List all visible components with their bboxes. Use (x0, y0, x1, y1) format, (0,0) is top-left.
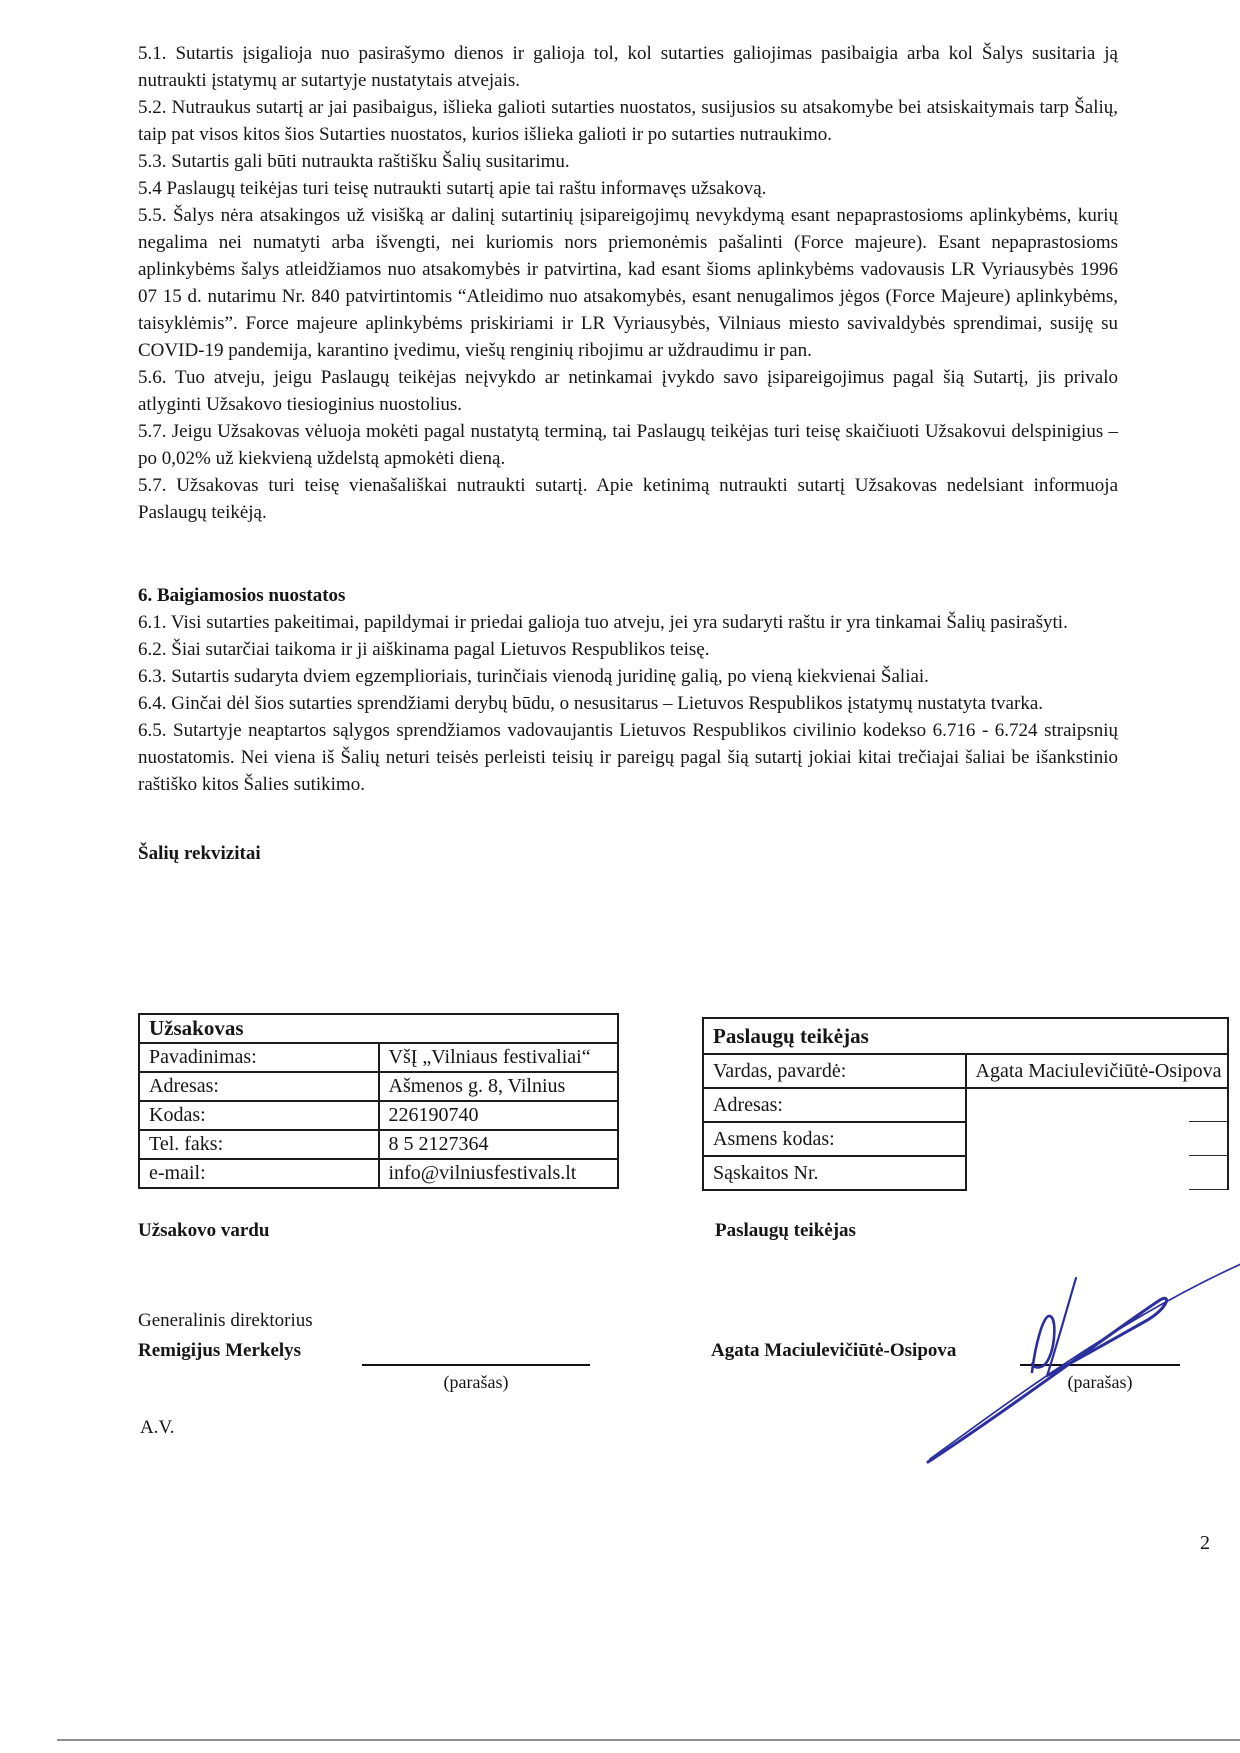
row-label: Adresas: (139, 1072, 379, 1101)
section-6-heading: 6. Baigiamosios nuostatos (138, 585, 346, 606)
row-label: Adresas: (703, 1088, 966, 1122)
table-row (703, 1156, 1228, 1190)
partial-border-tick (1189, 1189, 1228, 1190)
clause-6-5: 6.5. Sutartyje neaptartos sąlygos sprendžiamos vadovaujantis Lietuvos Respublikos civilinio kodekso 6.716 - 6.724 straipsnių nuostatomis. Nei viena iš Šalių neturi teisės perleisti teisių ir pareigų pagal šią sutartį jokiai kitai trečiajai šaliai be išankstinio raštiško kitos Šalies sutikimo. (138, 720, 1118, 795)
left-signatory-title: Užsakovo vardu (138, 1220, 270, 1241)
clause-5-7a: 5.7. Jeigu Užsakovas vėluoja mokėti pagal nustatytą terminą, tai Paslaugų teikėjas turi teisę skaičiuoti Užsakovui delspinigius – po 0,02% už kiekvieną uždelstą apmokėti dieną. (138, 421, 1118, 469)
scanned-page-edge-line (57, 1739, 1240, 1741)
row-value: 8 5 2127364 (379, 1130, 619, 1159)
row-label: Sąskaitos Nr. (703, 1156, 966, 1190)
table-header-row (139, 1014, 618, 1043)
row-value: info@vilniusfestivals.lt (379, 1159, 619, 1188)
rekvizitai-heading: Šalių rekvizitai (138, 843, 261, 864)
right-signatory-name: Agata Maciulevičiūtė-Osipova (711, 1340, 957, 1361)
clause-6-2: 6.2. Šiai sutarčiai taikoma ir ji aiškinama pagal Lietuvos Respublikos teisę. (138, 639, 710, 660)
right-signatory-title: Paslaugų teikėjas (715, 1220, 856, 1241)
table-row (703, 1054, 1228, 1088)
clause-6-4: 6.4. Ginčai dėl šios sutarties sprendžiami derybų būdu, o nesusitarus – Lietuvos Respublikos įstatymų nustatyta tvarka. (138, 693, 1043, 714)
table-header-row (703, 1018, 1228, 1054)
left-signature-line (362, 1364, 590, 1366)
teikejas-table-header: Paslaugų teikėjas (703, 1018, 1228, 1054)
table-row (139, 1072, 618, 1101)
table-row (703, 1088, 1228, 1122)
table-row (139, 1159, 618, 1188)
clause-5-5: 5.5. Šalys nėra atsakingos už visišką ar dalinį sutartinių įsipareigojimų nevykdymą esant nepaprastosioms aplinkybėms, kurių negalima nei numatyti arba išvengti, nei kuriomis nors priemonėmis pašalinti (Force majeure). Esant nepaprastosioms aplinkybėms šalys atleidžiamos nuo atsakomybės ir patvirtina, kad esant šioms aplinkybėms vadovausis LR Vyriausybės 1996 07 15 d. nutarimu Nr. 840 patvirtintomis “Atleidimo nuo atsakomybės, esant nenugalimos jėgos (Force Majeure) aplinkybėms, taisyklėmis”. Force majeure aplinkybėms priskiriami ir LR Vyriausybės, Vilniaus miesto savivaldybės sprendimai, susiję su COVID-19 pandemija, karantino įvedimu, viešų renginių ribojimu ar uždraudimu ir pan. (138, 205, 1118, 361)
uzsakovas-table-header: Užsakovas (139, 1014, 618, 1043)
seal-placeholder-label: A.V. (140, 1417, 175, 1438)
left-parasas-label: (parašas) (443, 1372, 509, 1392)
clause-5-4: 5.4 Paslaugų teikėjas turi teisę nutraukti sutartį apie tai raštu informavęs užsakovą. (138, 178, 767, 199)
teikejas-table (702, 1017, 1229, 1191)
left-signatory-name: Remigijus Merkelys (138, 1340, 302, 1361)
row-label: Asmens kodas: (703, 1122, 966, 1156)
left-signatory-role: Generalinis direktorius (138, 1310, 313, 1331)
row-label: Pavadinimas: (139, 1043, 379, 1072)
clause-5-6: 5.6. Tuo atveju, jeigu Paslaugų teikėjas neįvykdo ar netinkamai įvykdo savo įsipareigojimus pagal šią Sutartį, jis privalo atlyginti Užsakovo tiesioginius nuostolius. (138, 367, 1118, 415)
row-label: e-mail: (139, 1159, 379, 1188)
right-parasas-label: (parašas) (1067, 1372, 1133, 1392)
table-row (139, 1130, 618, 1159)
row-value-empty (966, 1088, 1229, 1122)
table-row (703, 1122, 1228, 1156)
row-value: VšĮ „Vilniaus festivaliai“ (379, 1043, 619, 1072)
row-value: 226190740 (379, 1101, 619, 1130)
clause-5-7b: 5.7. Užsakovas turi teisę vienašališkai nutraukti sutartį. Apie ketinimą nutraukti sutartį Užsakovas nedelsiant informuoja Paslaugų teikėją. (138, 475, 1118, 523)
contract-body (138, 40, 1118, 867)
row-value-empty (966, 1122, 1229, 1156)
clause-6-3: 6.3. Sutartis sudaryta dviem egzemplioriais, turinčiais vienodą juridinę galią, po vieną kiekvienai Šaliai. (138, 666, 929, 687)
section-gap (138, 526, 1118, 582)
table-row (139, 1101, 618, 1130)
row-label: Tel. faks: (139, 1130, 379, 1159)
clause-5-2: 5.2. Nutraukus sutartį ar jai pasibaigus, išlieka galioti sutarties nuostatos, susijusios su atsakomybe bei atsiskaitymais tarp Šalių, taip pat visos kitos šios Sutarties nuostatos, kurios išlieka galioti ir po sutarties nutraukimo. (138, 97, 1118, 145)
row-label: Kodas: (139, 1101, 379, 1130)
row-label: Vardas, pavardė: (703, 1054, 966, 1088)
clause-5-1: 5.1. Sutartis įsigalioja nuo pasirašymo dienos ir galioja tol, kol sutarties galiojimas pasibaigia arba kol Šalys susitaria ją nutraukti įstatymų ar sutartyje nustatytais atvejais. (138, 43, 1118, 91)
row-value: Agata Maciulevičiūtė-Osipova (966, 1054, 1229, 1088)
row-value-empty (966, 1156, 1229, 1190)
table-row (139, 1043, 618, 1072)
clause-6-1: 6.1. Visi sutarties pakeitimai, papildymai ir priedai galioja tuo atveju, jei yra sudaryti raštu ir yra tinkamai Šalių pasirašyti. (138, 612, 1068, 633)
handwritten-signature (898, 1252, 1240, 1467)
uzsakovas-table (138, 1013, 619, 1189)
row-value: Ašmenos g. 8, Vilnius (379, 1072, 619, 1101)
page-number: 2 (1200, 1532, 1210, 1554)
clause-5-3: 5.3. Sutartis gali būti nutraukta raštišku Šalių susitarimu. (138, 151, 570, 172)
